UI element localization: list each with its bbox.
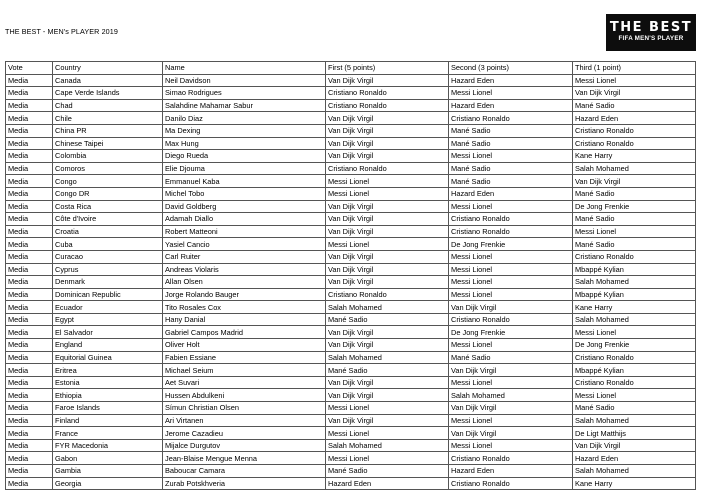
second-choice-cell: Messi Lionel — [449, 376, 573, 389]
third-choice-cell: Cristiano Ronaldo — [573, 137, 696, 150]
country-cell: Comoros — [53, 162, 163, 175]
first-choice-cell: Van Dijk Virgil — [326, 137, 449, 150]
vote-cell: Media — [6, 402, 53, 415]
table-row — [6, 112, 696, 125]
vote-cell: Media — [6, 187, 53, 200]
header-second: Second (3 points) — [449, 62, 573, 75]
second-choice-cell: Messi Lionel — [449, 200, 573, 213]
name-cell: Símun Christian Olsen — [163, 402, 326, 415]
the-best-logo — [606, 14, 696, 51]
third-choice-cell: Salah Mohamed — [573, 414, 696, 427]
logo-sub-text: FIFA MEN'S PLAYER — [618, 35, 684, 42]
name-cell: Max Hung — [163, 137, 326, 150]
votes-table — [5, 61, 696, 490]
header-first: First (5 points) — [326, 62, 449, 75]
vote-cell: Media — [6, 414, 53, 427]
second-choice-cell: Salah Mohamed — [449, 389, 573, 402]
name-cell: Adamah Diallo — [163, 213, 326, 226]
table-row — [6, 364, 696, 377]
second-choice-cell: Messi Lionel — [449, 250, 573, 263]
country-cell: El Salvador — [53, 326, 163, 339]
second-choice-cell: De Jong Frenkie — [449, 238, 573, 251]
first-choice-cell: Cristiano Ronaldo — [326, 162, 449, 175]
third-choice-cell: De Jong Frenkie — [573, 200, 696, 213]
table-row — [6, 313, 696, 326]
third-choice-cell: Cristiano Ronaldo — [573, 250, 696, 263]
second-choice-cell: Messi Lionel — [449, 263, 573, 276]
table-row — [6, 99, 696, 112]
third-choice-cell: Kane Harry — [573, 150, 696, 163]
first-choice-cell: Van Dijk Virgil — [326, 263, 449, 276]
first-choice-cell: Van Dijk Virgil — [326, 213, 449, 226]
second-choice-cell: Messi Lionel — [449, 439, 573, 452]
second-choice-cell: Messi Lionel — [449, 288, 573, 301]
second-choice-cell: Cristiano Ronaldo — [449, 452, 573, 465]
table-row — [6, 213, 696, 226]
third-choice-cell: Van Dijk Virgil — [573, 439, 696, 452]
header-name: Name — [163, 62, 326, 75]
name-cell: Diego Rueda — [163, 150, 326, 163]
third-choice-cell: Mbappé Kylian — [573, 288, 696, 301]
country-cell: China PR — [53, 124, 163, 137]
name-cell: Michael Seium — [163, 364, 326, 377]
third-choice-cell: Messi Lionel — [573, 225, 696, 238]
name-cell: Aet Suvari — [163, 376, 326, 389]
table-row — [6, 326, 696, 339]
first-choice-cell: Van Dijk Virgil — [326, 276, 449, 289]
second-choice-cell: Messi Lionel — [449, 339, 573, 352]
country-cell: Georgia — [53, 477, 163, 490]
table-row — [6, 250, 696, 263]
vote-cell: Media — [6, 150, 53, 163]
name-cell: Michel Tobo — [163, 187, 326, 200]
table-row — [6, 339, 696, 352]
third-choice-cell: Salah Mohamed — [573, 313, 696, 326]
third-choice-cell: Mané Sadio — [573, 187, 696, 200]
second-choice-cell: Mané Sadio — [449, 351, 573, 364]
first-choice-cell: Van Dijk Virgil — [326, 112, 449, 125]
second-choice-cell: Messi Lionel — [449, 414, 573, 427]
vote-cell: Media — [6, 439, 53, 452]
name-cell: Mijalce Durgutov — [163, 439, 326, 452]
third-choice-cell: Mané Sadio — [573, 238, 696, 251]
first-choice-cell: Mané Sadio — [326, 364, 449, 377]
table-row — [6, 175, 696, 188]
vote-cell: Media — [6, 465, 53, 478]
vote-cell: Media — [6, 99, 53, 112]
table-row — [6, 124, 696, 137]
vote-cell: Media — [6, 137, 53, 150]
country-cell: France — [53, 427, 163, 440]
name-cell: Ma Dexing — [163, 124, 326, 137]
name-cell: Allan Olsen — [163, 276, 326, 289]
name-cell: Danilo Diaz — [163, 112, 326, 125]
third-choice-cell: Mané Sadio — [573, 402, 696, 415]
country-cell: Congo DR — [53, 187, 163, 200]
country-cell: Cyprus — [53, 263, 163, 276]
first-choice-cell: Salah Mohamed — [326, 301, 449, 314]
third-choice-cell: Cristiano Ronaldo — [573, 124, 696, 137]
third-choice-cell: Cristiano Ronaldo — [573, 351, 696, 364]
table-row — [6, 465, 696, 478]
country-cell: Equitorial Guinea — [53, 351, 163, 364]
name-cell: Baboucar Camara — [163, 465, 326, 478]
name-cell: Neil Davidson — [163, 74, 326, 87]
third-choice-cell: Van Dijk Virgil — [573, 87, 696, 100]
second-choice-cell: Messi Lionel — [449, 150, 573, 163]
name-cell: Jerome Cazadieu — [163, 427, 326, 440]
vote-cell: Media — [6, 477, 53, 490]
vote-cell: Media — [6, 124, 53, 137]
table-row — [6, 427, 696, 440]
third-choice-cell: Messi Lionel — [573, 389, 696, 402]
country-cell: Eritrea — [53, 364, 163, 377]
table-row — [6, 162, 696, 175]
third-choice-cell: Hazard Eden — [573, 452, 696, 465]
name-cell: Ari Virtanen — [163, 414, 326, 427]
first-choice-cell: Van Dijk Virgil — [326, 250, 449, 263]
country-cell: Chinese Taipei — [53, 137, 163, 150]
first-choice-cell: Salah Mohamed — [326, 439, 449, 452]
second-choice-cell: Messi Lionel — [449, 276, 573, 289]
name-cell: Hussen Abdulkeni — [163, 389, 326, 402]
second-choice-cell: Mané Sadio — [449, 162, 573, 175]
header-country: Country — [53, 62, 163, 75]
name-cell: Yasiel Cancio — [163, 238, 326, 251]
first-choice-cell: Van Dijk Virgil — [326, 200, 449, 213]
name-cell: Andreas Violaris — [163, 263, 326, 276]
country-cell: Ethiopia — [53, 389, 163, 402]
vote-cell: Media — [6, 313, 53, 326]
first-choice-cell: Messi Lionel — [326, 402, 449, 415]
vote-cell: Media — [6, 225, 53, 238]
vote-cell: Media — [6, 389, 53, 402]
second-choice-cell: Van Dijk Virgil — [449, 427, 573, 440]
second-choice-cell: Mané Sadio — [449, 137, 573, 150]
country-cell: Chad — [53, 99, 163, 112]
first-choice-cell: Messi Lionel — [326, 238, 449, 251]
third-choice-cell: Mbappé Kylian — [573, 263, 696, 276]
vote-cell: Media — [6, 326, 53, 339]
third-choice-cell: Mbappé Kylian — [573, 364, 696, 377]
third-choice-cell: Kane Harry — [573, 301, 696, 314]
table-row — [6, 87, 696, 100]
table-row — [6, 477, 696, 490]
second-choice-cell: Cristiano Ronaldo — [449, 112, 573, 125]
third-choice-cell: Salah Mohamed — [573, 162, 696, 175]
second-choice-cell: Cristiano Ronaldo — [449, 225, 573, 238]
first-choice-cell: Van Dijk Virgil — [326, 326, 449, 339]
vote-cell: Media — [6, 364, 53, 377]
name-cell: David Goldberg — [163, 200, 326, 213]
vote-cell: Media — [6, 452, 53, 465]
table-row — [6, 351, 696, 364]
table-row — [6, 74, 696, 87]
first-choice-cell: Van Dijk Virgil — [326, 376, 449, 389]
first-choice-cell: Van Dijk Virgil — [326, 225, 449, 238]
name-cell: Emmanuel Kaba — [163, 175, 326, 188]
second-choice-cell: Hazard Eden — [449, 74, 573, 87]
vote-cell: Media — [6, 276, 53, 289]
first-choice-cell: Cristiano Ronaldo — [326, 87, 449, 100]
name-cell: Simao Rodrigues — [163, 87, 326, 100]
first-choice-cell: Van Dijk Virgil — [326, 124, 449, 137]
header-vote: Vote — [6, 62, 53, 75]
name-cell: Jorge Rolando Bauger — [163, 288, 326, 301]
first-choice-cell: Messi Lionel — [326, 452, 449, 465]
table-row — [6, 452, 696, 465]
third-choice-cell: Salah Mohamed — [573, 276, 696, 289]
table-row — [6, 276, 696, 289]
country-cell: Cape Verde Islands — [53, 87, 163, 100]
table-row — [6, 200, 696, 213]
first-choice-cell: Van Dijk Virgil — [326, 414, 449, 427]
table-row — [6, 150, 696, 163]
vote-cell: Media — [6, 200, 53, 213]
name-cell: Tito Rosales Cox — [163, 301, 326, 314]
name-cell: Elie Djouma — [163, 162, 326, 175]
country-cell: Gabon — [53, 452, 163, 465]
first-choice-cell: Cristiano Ronaldo — [326, 288, 449, 301]
name-cell: Jean-Blaise Mengue Menna — [163, 452, 326, 465]
country-cell: Chile — [53, 112, 163, 125]
name-cell: Fabien Essiane — [163, 351, 326, 364]
table-row — [6, 376, 696, 389]
vote-cell: Media — [6, 376, 53, 389]
first-choice-cell: Van Dijk Virgil — [326, 389, 449, 402]
third-choice-cell: Mané Sadio — [573, 99, 696, 112]
table-row — [6, 288, 696, 301]
logo-main-text: THE BEST — [609, 20, 693, 35]
name-cell: Hany Danial — [163, 313, 326, 326]
vote-cell: Media — [6, 263, 53, 276]
vote-cell: Media — [6, 288, 53, 301]
third-choice-cell: Kane Harry — [573, 477, 696, 490]
third-choice-cell: De Jong Frenkie — [573, 339, 696, 352]
name-cell: Zurab Potskhveria — [163, 477, 326, 490]
third-choice-cell: Van Dijk Virgil — [573, 175, 696, 188]
second-choice-cell: Mané Sadio — [449, 124, 573, 137]
table-row — [6, 187, 696, 200]
vote-cell: Media — [6, 112, 53, 125]
vote-cell: Media — [6, 213, 53, 226]
third-choice-cell: Hazard Eden — [573, 112, 696, 125]
country-cell: Dominican Republic — [53, 288, 163, 301]
second-choice-cell: Van Dijk Virgil — [449, 301, 573, 314]
third-choice-cell: Messi Lionel — [573, 74, 696, 87]
country-cell: Côte d'Ivoire — [53, 213, 163, 226]
first-choice-cell: Cristiano Ronaldo — [326, 99, 449, 112]
country-cell: Estonia — [53, 376, 163, 389]
country-cell: Egypt — [53, 313, 163, 326]
third-choice-cell: Salah Mohamed — [573, 465, 696, 478]
table-row — [6, 389, 696, 402]
third-choice-cell: Mané Sadio — [573, 213, 696, 226]
third-choice-cell: Cristiano Ronaldo — [573, 376, 696, 389]
country-cell: Faroe Islands — [53, 402, 163, 415]
country-cell: Finland — [53, 414, 163, 427]
second-choice-cell: Van Dijk Virgil — [449, 402, 573, 415]
country-cell: FYR Macedonia — [53, 439, 163, 452]
vote-cell: Media — [6, 238, 53, 251]
vote-cell: Media — [6, 175, 53, 188]
name-cell: Salahdine Mahamar Sabur — [163, 99, 326, 112]
first-choice-cell: Van Dijk Virgil — [326, 339, 449, 352]
second-choice-cell: Van Dijk Virgil — [449, 364, 573, 377]
second-choice-cell: De Jong Frenkie — [449, 326, 573, 339]
name-cell: Carl Ruiter — [163, 250, 326, 263]
table-row — [6, 301, 696, 314]
vote-cell: Media — [6, 250, 53, 263]
table-row — [6, 263, 696, 276]
second-choice-cell: Cristiano Ronaldo — [449, 213, 573, 226]
table-row — [6, 238, 696, 251]
vote-cell: Media — [6, 427, 53, 440]
country-cell: Croatia — [53, 225, 163, 238]
vote-cell: Media — [6, 351, 53, 364]
first-choice-cell: Messi Lionel — [326, 187, 449, 200]
vote-cell: Media — [6, 74, 53, 87]
second-choice-cell: Hazard Eden — [449, 99, 573, 112]
country-cell: Costa Rica — [53, 200, 163, 213]
name-cell: Gabriel Campos Madrid — [163, 326, 326, 339]
first-choice-cell: Salah Mohamed — [326, 351, 449, 364]
table-row — [6, 439, 696, 452]
header-third: Third (1 point) — [573, 62, 696, 75]
first-choice-cell: Messi Lionel — [326, 427, 449, 440]
country-cell: England — [53, 339, 163, 352]
second-choice-cell: Hazard Eden — [449, 465, 573, 478]
country-cell: Canada — [53, 74, 163, 87]
country-cell: Gambia — [53, 465, 163, 478]
name-cell: Oliver Holt — [163, 339, 326, 352]
second-choice-cell: Cristiano Ronaldo — [449, 477, 573, 490]
first-choice-cell: Van Dijk Virgil — [326, 74, 449, 87]
country-cell: Ecuador — [53, 301, 163, 314]
vote-cell: Media — [6, 301, 53, 314]
first-choice-cell: Messi Lionel — [326, 175, 449, 188]
name-cell: Robert Matteoni — [163, 225, 326, 238]
first-choice-cell: Van Dijk Virgil — [326, 150, 449, 163]
country-cell: Denmark — [53, 276, 163, 289]
country-cell: Colombia — [53, 150, 163, 163]
document-title: THE BEST - MEN's PLAYER 2019 — [5, 27, 118, 36]
second-choice-cell: Hazard Eden — [449, 187, 573, 200]
second-choice-cell: Messi Lionel — [449, 87, 573, 100]
third-choice-cell: De Ligt Matthijs — [573, 427, 696, 440]
table-row — [6, 225, 696, 238]
vote-cell: Media — [6, 87, 53, 100]
third-choice-cell: Messi Lionel — [573, 326, 696, 339]
second-choice-cell: Cristiano Ronaldo — [449, 313, 573, 326]
table-body — [6, 74, 696, 490]
table-row — [6, 414, 696, 427]
country-cell: Cuba — [53, 238, 163, 251]
table-row — [6, 402, 696, 415]
country-cell: Congo — [53, 175, 163, 188]
first-choice-cell: Mané Sadio — [326, 465, 449, 478]
second-choice-cell: Mané Sadio — [449, 175, 573, 188]
vote-cell: Media — [6, 339, 53, 352]
country-cell: Curacao — [53, 250, 163, 263]
first-choice-cell: Hazard Eden — [326, 477, 449, 490]
first-choice-cell: Mané Sadio — [326, 313, 449, 326]
table-row — [6, 137, 696, 150]
vote-cell: Media — [6, 162, 53, 175]
table-header-row — [6, 62, 696, 75]
